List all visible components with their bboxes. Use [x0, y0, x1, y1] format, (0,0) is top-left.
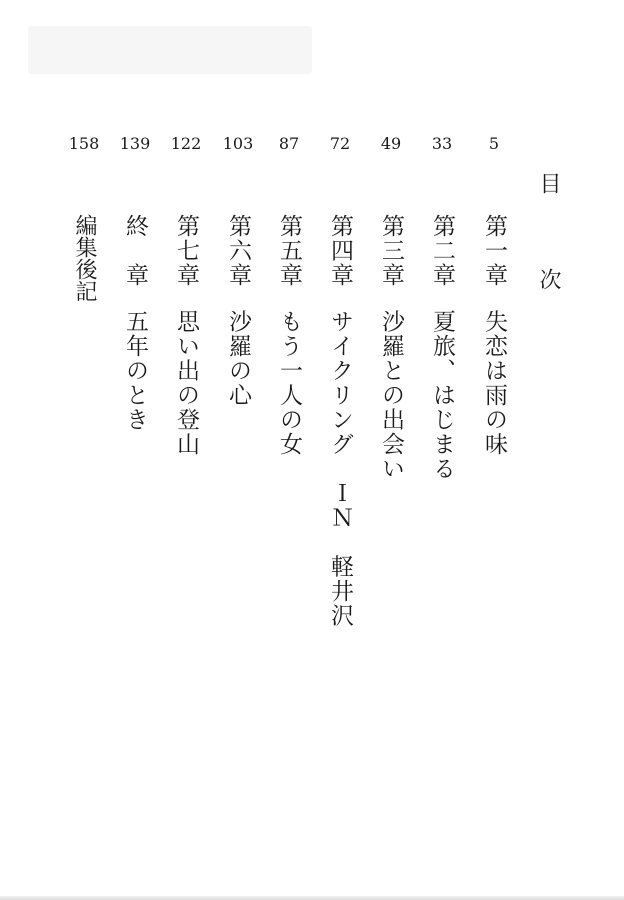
entry-text — [276, 214, 302, 457]
page-number: 139 — [119, 134, 151, 153]
page-number: 103 — [222, 134, 254, 153]
page-number: 87 — [278, 134, 300, 153]
entry-text — [481, 214, 507, 457]
header-smudge — [28, 26, 312, 74]
chapter-label: 第七章 — [173, 214, 199, 288]
entry-text — [225, 214, 251, 408]
chapter-label: 第五章 — [276, 214, 302, 288]
toc-entry[interactable] — [474, 134, 514, 457]
page-number: 49 — [380, 134, 402, 153]
chapter-title: もう一人の女 — [276, 309, 302, 457]
chapter-title: 夏旅、はじまる — [429, 309, 455, 481]
toc-entry[interactable] — [422, 134, 462, 481]
toc-entry[interactable] — [218, 134, 258, 408]
toc-entry[interactable] — [269, 134, 309, 457]
toc-entry[interactable] — [320, 134, 360, 628]
toc-title: 目 次 — [536, 172, 561, 316]
chapter-label: 第四章 — [327, 214, 353, 288]
toc-entry[interactable] — [166, 134, 206, 457]
entry-text — [71, 214, 97, 302]
page-number: 72 — [329, 134, 351, 153]
chapter-label: 第一章 — [481, 214, 507, 288]
page-number: 122 — [170, 134, 202, 153]
chapter-title: 五年のとき — [122, 309, 148, 432]
chapter-label: 編集後記 — [72, 214, 97, 302]
chapter-title: 失恋は雨の味 — [481, 309, 507, 457]
page-bottom-edge — [0, 896, 624, 900]
chapter-label: 第二章 — [429, 214, 455, 288]
chapter-title: サイクリング ＩＮ 軽井沢 — [327, 309, 353, 628]
entry-text — [327, 214, 353, 628]
entry-text — [173, 214, 199, 457]
toc-entry[interactable] — [371, 134, 411, 481]
toc-entry[interactable] — [115, 134, 155, 432]
chapter-title: 沙羅との出会い — [378, 309, 404, 481]
page-number: 5 — [488, 134, 500, 153]
chapter-title: 沙羅の心 — [225, 309, 251, 408]
page-number: 33 — [431, 134, 453, 153]
entry-text — [429, 214, 455, 481]
entry-text — [378, 214, 404, 481]
page-number: 158 — [68, 134, 100, 153]
chapter-title: 思い出の登山 — [173, 309, 199, 457]
toc-entry[interactable] — [64, 134, 104, 302]
chapter-label: 第三章 — [378, 214, 404, 288]
chapter-label: 第六章 — [225, 214, 251, 288]
entry-text — [122, 214, 148, 432]
chapter-label: 終 章 — [122, 214, 148, 288]
